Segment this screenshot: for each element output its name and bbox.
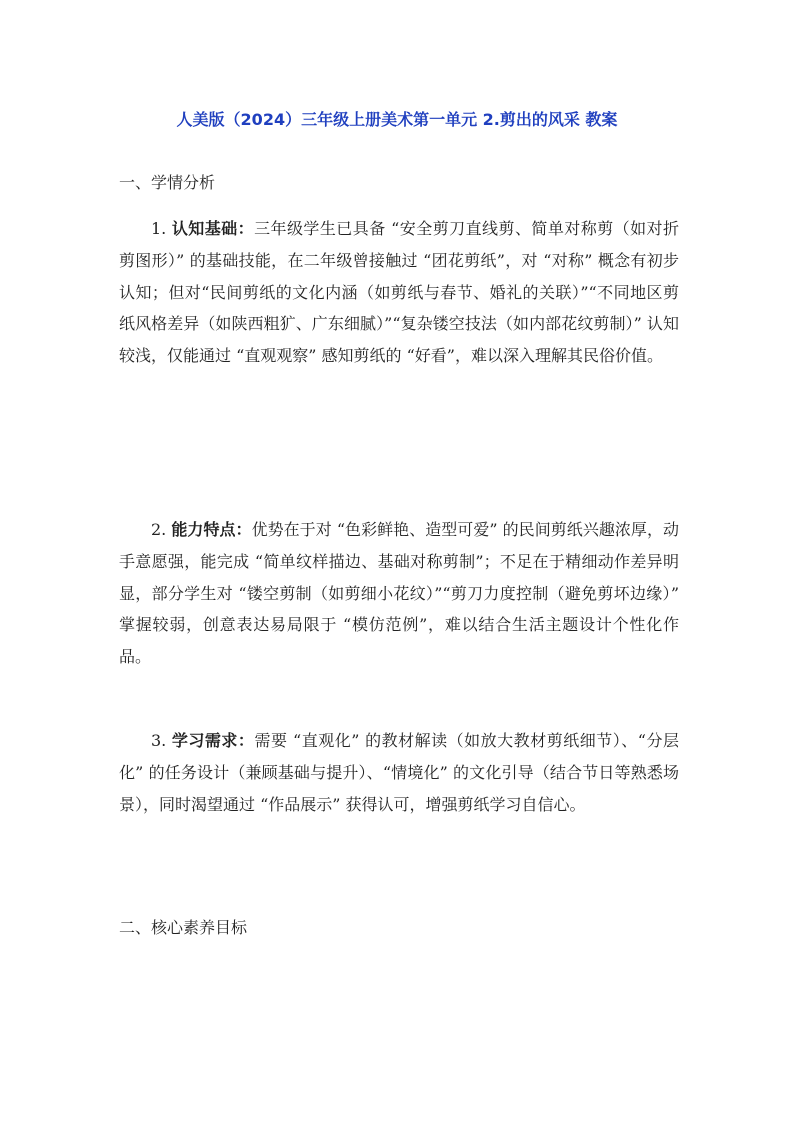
item-number: 1.: [151, 219, 167, 238]
item-term: 学习需求：: [171, 731, 255, 750]
item-number: 3.: [151, 731, 167, 750]
item-text: 优势在于对 “色彩鲜艳、造型可爱” 的民间剪纸兴趣浓厚，动手意愿强，能完成 “简单纹样描边、基础对称剪制”；不足在于精细动作差异明显，部分学生对 “镂空剪制（如剪细小花纹）”“剪刀力度控制（避免剪坏边缘）” 掌握较弱，创意表达易局限于 “模仿范例”，难以结合生活主题设计个性化作品。: [119, 520, 679, 667]
document-title: 人美版（2024）三年级上册美术第一单元 2.剪出的风采 教案: [176, 110, 618, 129]
paragraph-cognitive-basis: [119, 213, 679, 372]
item-term: 认知基础：: [171, 219, 255, 238]
item-text: 三年级学生已具备 “安全剪刀直线剪、简单对称剪（如对折剪图形）” 的基础技能，在二年级曾接触过 “团花剪纸”，对 “对称” 概念有初步认知；但对“民间剪纸的文化内涵（如剪纸与春节、婚礼的关联）”“不同地区剪纸风格差异（如陕西粗犷、广东细腻）”“复杂镂空技法（如内部花纹剪制）” 认知较浅，仅能通过 “直观观察” 感知剪纸的 “好看”，难以深入理解其民俗价值。: [119, 219, 679, 366]
section-heading-learning-analysis: 一、学情分析: [119, 173, 216, 192]
item-number: 2.: [151, 520, 167, 539]
item-text: 需要 “直观化” 的教材解读（如放大教材剪纸细节）、“分层化” 的任务设计（兼顾基础与提升）、“情境化” 的文化引导（结合节日等熟悉场景），同时渴望通过 “作品展示” 获得认可，增强剪纸学习自信心。: [119, 731, 679, 814]
paragraph-ability-traits: [119, 514, 679, 673]
section-heading-core-literacy: 二、核心素养目标: [119, 918, 248, 937]
item-term: 能力特点：: [171, 520, 252, 539]
paragraph-learning-needs: [119, 725, 679, 820]
